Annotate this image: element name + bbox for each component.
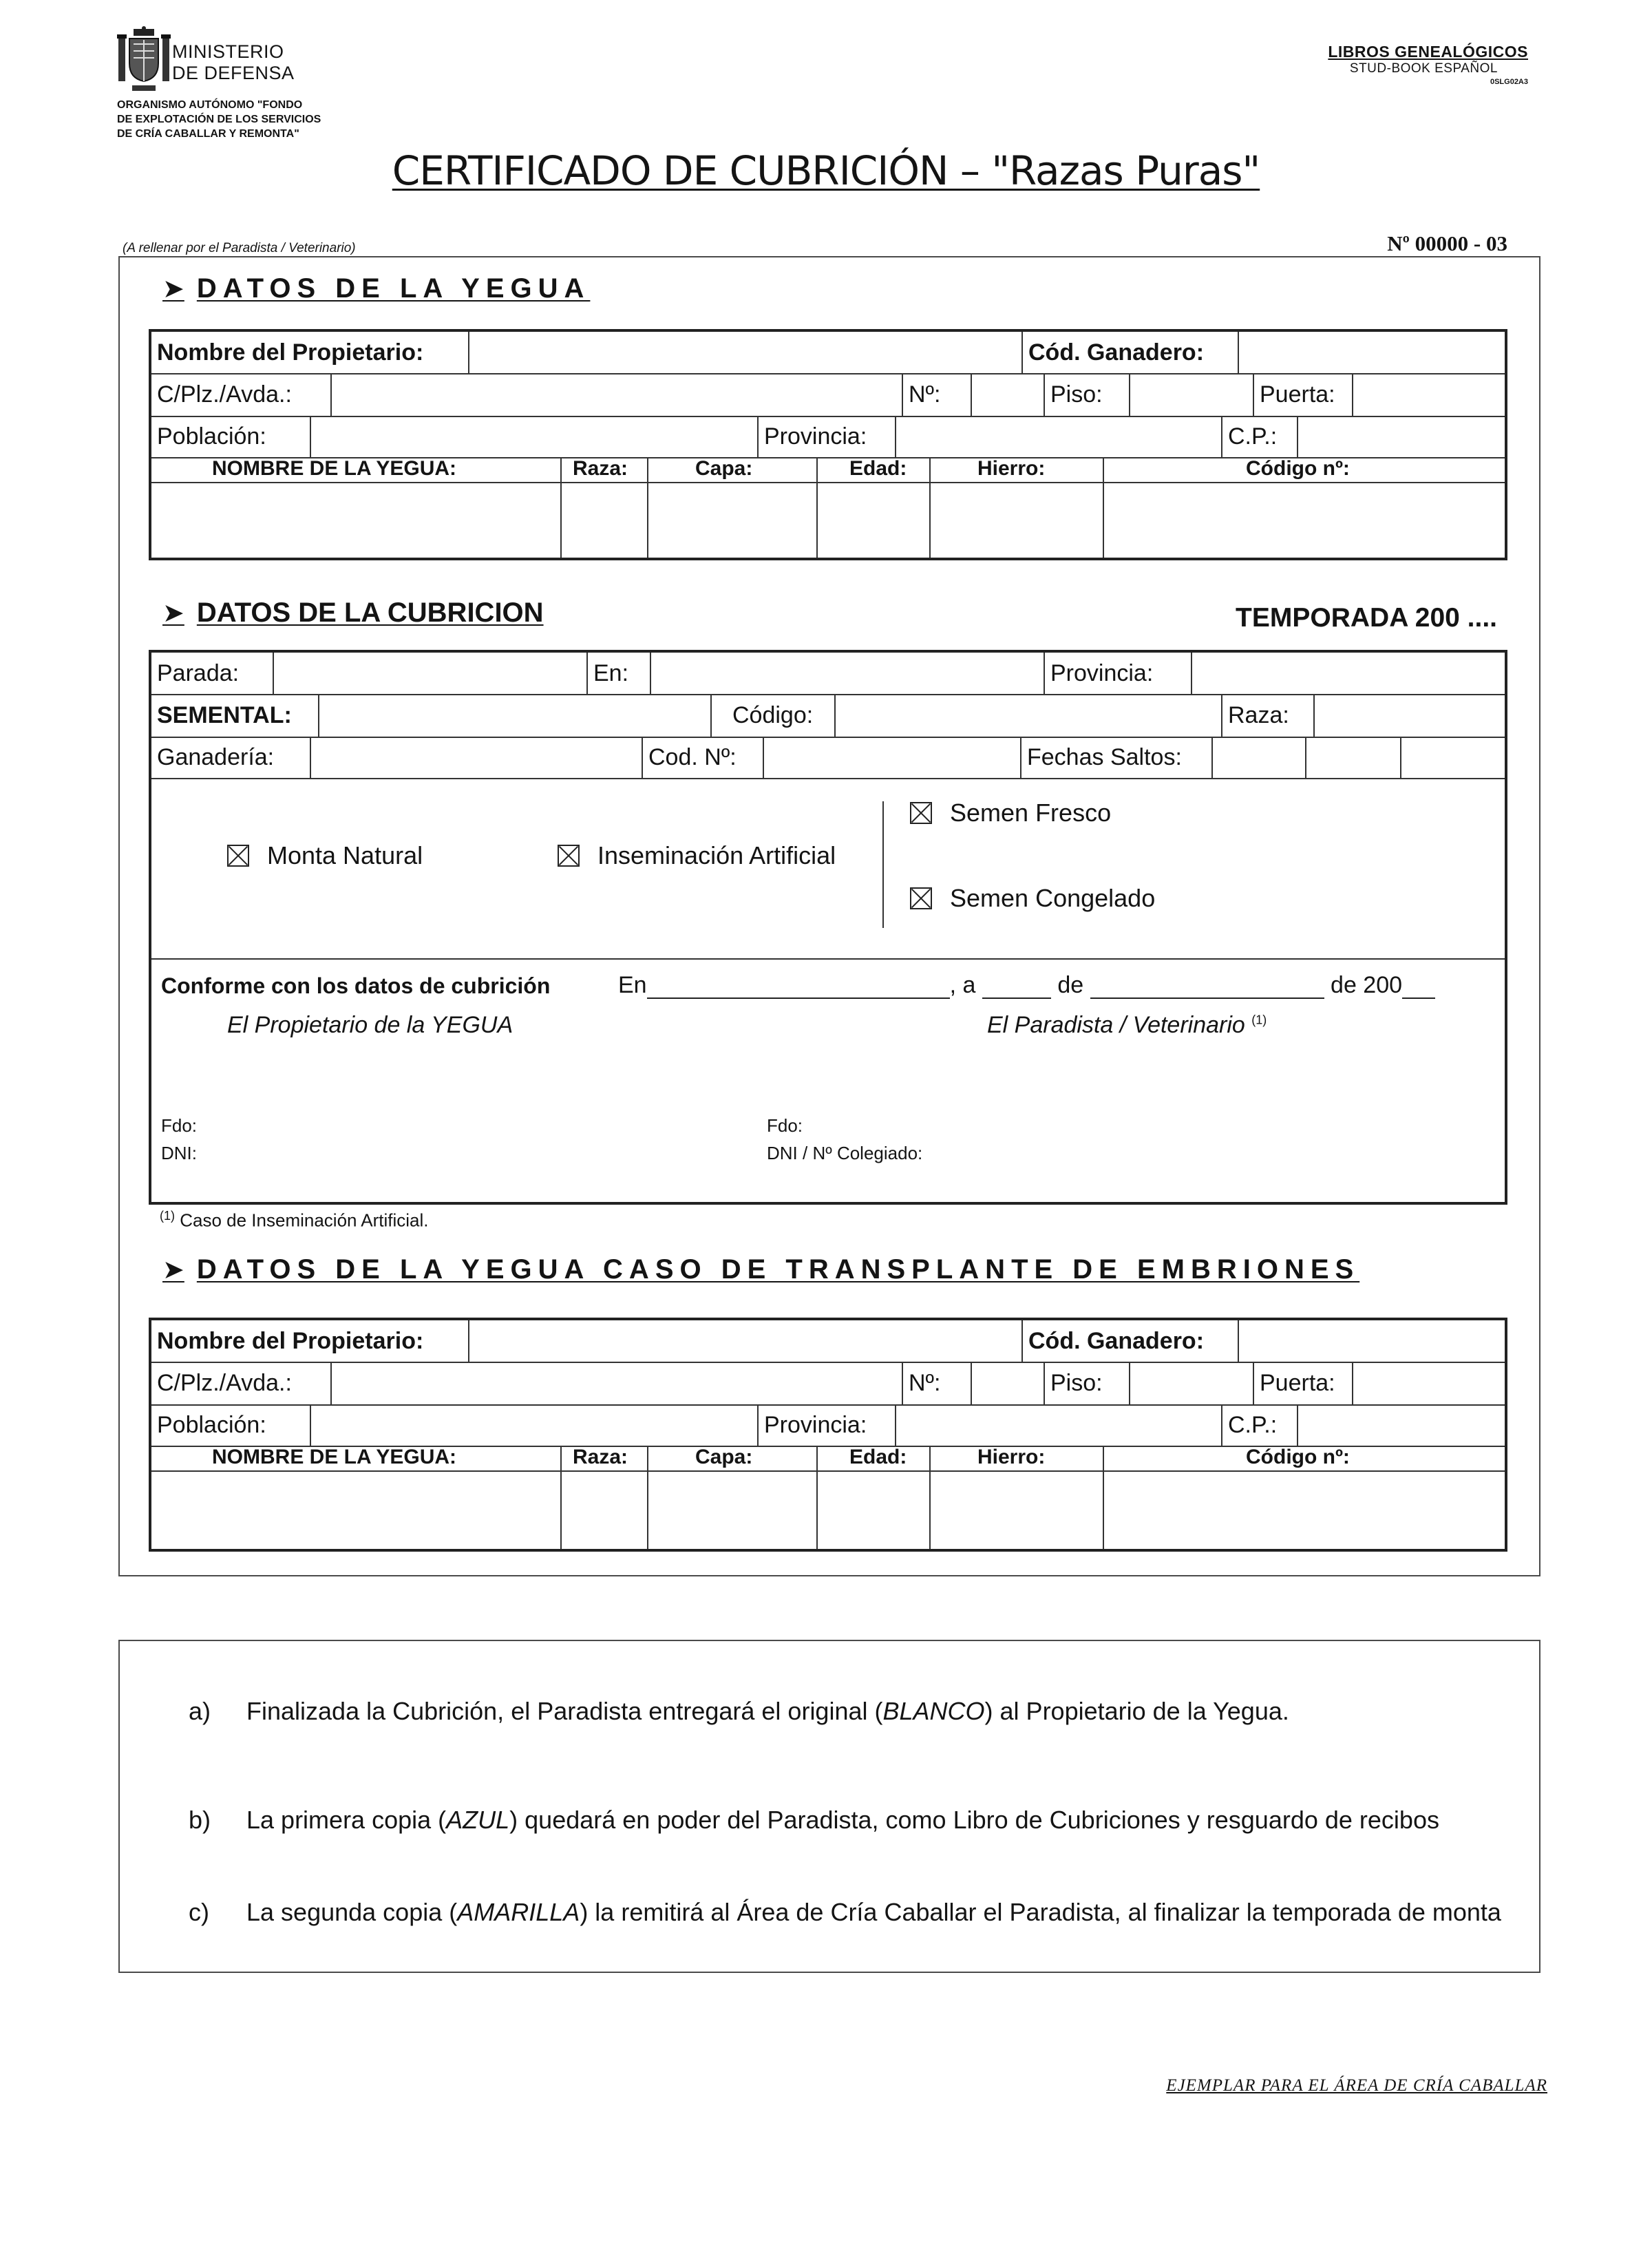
label-puerta-t: Puerta: — [1260, 1369, 1335, 1396]
section-title-transplante: ➤ DATOS DE LA YEGUA CASO DE TRANSPLANTE DE EMBRIONES — [162, 1254, 1360, 1285]
org-line1: ORGANISMO AUTÓNOMO "FONDO — [117, 99, 303, 111]
label-puerta: Puerta: — [1260, 381, 1335, 408]
input-lugar[interactable] — [647, 971, 950, 999]
fill-instruction: (A rellenar por el Paradista / Veterinario) — [123, 241, 356, 255]
section-title-cubricion: ➤ DATOS DE LA CUBRICION — [162, 598, 544, 628]
label-codigo-semental: Código: — [732, 701, 814, 728]
row-poblacion-t — [151, 1404, 1505, 1447]
input-raza-semental[interactable] — [1315, 694, 1505, 737]
input-calle-t[interactable] — [332, 1362, 902, 1404]
label-provincia: Provincia: — [764, 423, 867, 450]
input-semental[interactable] — [319, 694, 691, 737]
row-yegua-table — [151, 457, 1505, 558]
row-propietario-t — [151, 1320, 1505, 1363]
option-semen-congelado[interactable]: Semen Congelado — [910, 884, 1155, 913]
col-codigo: Código nº: — [1246, 457, 1350, 480]
option-semen-fresco[interactable]: Semen Fresco — [910, 799, 1111, 827]
page-title: CERTIFICADO DE CUBRICIÓN – "Razas Puras" — [392, 147, 1260, 194]
row-direccion — [151, 373, 1505, 417]
libros-genealogicos: LIBROS GENEALÓGICOS — [1328, 43, 1528, 61]
option-inseminacion[interactable]: Inseminación Artificial — [558, 841, 836, 870]
label-poblacion: Población: — [157, 423, 266, 450]
label-cod-ganadero-t: Cód. Ganadero: — [1028, 1327, 1205, 1354]
col-hierro: Hierro: — [977, 457, 1046, 480]
input-provincia-t[interactable] — [896, 1404, 1221, 1446]
organism-name — [117, 98, 420, 141]
row-parada — [151, 653, 1505, 695]
yegua-grid — [149, 329, 1507, 560]
row-ganaderia — [151, 737, 1505, 779]
label-piso-t: Piso: — [1050, 1369, 1103, 1396]
label-fechas-saltos: Fechas Saltos: — [1027, 743, 1182, 770]
input-cod-ganadero[interactable] — [1239, 332, 1505, 373]
ministry-line1: MINISTERIO — [172, 41, 284, 62]
ministry-name — [172, 41, 295, 84]
libros-block — [1328, 43, 1528, 86]
label-propietario-yegua: El Propietario de la YEGUA — [227, 1012, 513, 1038]
input-piso-t[interactable] — [1130, 1362, 1253, 1404]
label-fdo-paradista: Fdo: — [767, 1115, 803, 1136]
label-cod-n: Cod. Nº: — [648, 743, 737, 770]
label-dni-paradista: DNI / Nº Colegiado: — [767, 1143, 923, 1163]
input-puerta[interactable] — [1353, 373, 1505, 416]
input-edad-t[interactable] — [818, 1472, 929, 1549]
input-codigo-semental[interactable] — [836, 694, 1221, 737]
input-cp[interactable] — [1298, 416, 1505, 457]
input-ganaderia[interactable] — [311, 737, 646, 778]
label-en: En: — [593, 659, 629, 686]
input-capa-t[interactable] — [648, 1472, 816, 1549]
col-edad: Edad: — [849, 457, 907, 480]
col-codigo-t: Código nº: — [1246, 1446, 1350, 1468]
checkbox-checked-icon[interactable] — [910, 802, 932, 824]
row-yegua-table-t — [151, 1446, 1505, 1549]
instructions-box: a) Finalizada la Cubrición, el Paradista entregará el original (BLANCO) al Propietario de la Yegua. b) La primera copia (AZUL) quedará en poder del Paradista, como Libro de Cubriciones y resguardo de recibos c) La segunda copia (AMARILLA) la remitirá al Área de Cría Caballar el Paradista, al finalizar la temporada de monta — [118, 1640, 1540, 1973]
footer-copy-label: EJEMPLAR PARA EL ÁREA DE CRÍA CABALLAR — [1166, 2076, 1547, 2095]
org-line2: DE EXPLOTACIÓN DE LOS SERVICIOS — [117, 114, 321, 125]
checkbox-checked-icon[interactable] — [558, 845, 580, 867]
label-raza-semental: Raza: — [1228, 701, 1289, 728]
input-hierro[interactable] — [931, 483, 1103, 558]
certificate-number: Nº 00000 - 03 — [1387, 231, 1507, 255]
label-calle: C/Plz./Avda.: — [157, 381, 292, 408]
label-paradista: El Paradista / Veterinario $^{(1)}$ — [987, 1012, 1267, 1038]
input-raza-t[interactable] — [562, 1472, 647, 1549]
label-cod-ganadero: Cód. Ganadero: — [1028, 339, 1205, 366]
label-propietario-t: Nombre del Propietario: — [157, 1327, 424, 1354]
input-mes[interactable] — [1090, 971, 1324, 999]
temporada-label: TEMPORADA 200 .... — [1236, 603, 1497, 633]
input-hierro-t[interactable] — [931, 1472, 1103, 1549]
label-semental: SEMENTAL: — [157, 701, 292, 728]
col-nombre-yegua: NOMBRE DE LA YEGUA: — [212, 457, 457, 480]
conforme-label: Conforme con los datos de cubrición — [161, 973, 551, 998]
row-firmas — [151, 958, 1505, 1202]
input-cp-t[interactable] — [1298, 1404, 1505, 1446]
col-raza: Raza: — [573, 457, 628, 480]
label-propietario: Nombre del Propietario: — [157, 339, 424, 366]
org-line3: DE CRÍA CABALLAR Y REMONTA" — [117, 128, 299, 140]
arrow-icon: ➤ — [162, 275, 184, 304]
input-codigo[interactable] — [1104, 483, 1505, 558]
label-dni-propietario: DNI: — [161, 1143, 197, 1163]
label-cp-t: C.P.: — [1228, 1411, 1278, 1438]
row-direccion-t — [151, 1362, 1505, 1406]
input-codigo-t[interactable] — [1104, 1472, 1505, 1549]
label-ganaderia: Ganadería: — [157, 743, 275, 770]
input-piso[interactable] — [1130, 373, 1254, 416]
section-title-yegua: ➤ DATOS DE LA YEGUA — [162, 273, 591, 304]
studbook-label: STUD-BOOK ESPAÑOL — [1349, 61, 1498, 76]
col-nombre-yegua-t: NOMBRE DE LA YEGUA: — [212, 1446, 457, 1468]
input-nombre-yegua-t[interactable] — [151, 1472, 560, 1549]
input-poblacion-t[interactable] — [311, 1404, 757, 1446]
label-parada: Parada: — [157, 659, 240, 686]
cubricion-grid — [149, 650, 1507, 1205]
input-provincia[interactable] — [896, 416, 1268, 457]
col-raza-t: Raza: — [573, 1446, 628, 1468]
option-monta-natural[interactable]: Monta Natural — [227, 841, 423, 870]
checkbox-checked-icon[interactable] — [227, 845, 249, 867]
label-provincia-t: Provincia: — [764, 1411, 867, 1438]
input-fecha-salto-2[interactable] — [1306, 737, 1399, 778]
input-nombre-yegua[interactable] — [151, 483, 560, 558]
label-cp: C.P.: — [1228, 423, 1278, 450]
label-numero-t: Nº: — [909, 1369, 941, 1396]
label-calle-t: C/Plz./Avda.: — [157, 1369, 292, 1396]
label-numero: Nº: — [909, 381, 941, 408]
input-provincia-cubricion[interactable] — [1192, 653, 1505, 694]
ministry-line2: DE DEFENSA — [172, 63, 295, 83]
input-fecha-salto-1[interactable] — [1213, 737, 1302, 778]
input-puerta-t[interactable] — [1353, 1362, 1505, 1404]
label-piso: Piso: — [1050, 381, 1103, 408]
col-edad-t: Edad: — [849, 1446, 907, 1468]
col-hierro-t: Hierro: — [977, 1446, 1046, 1468]
form-code: 0SLG02A3 — [1490, 78, 1528, 86]
arrow-icon: ➤ — [162, 1256, 184, 1285]
row-poblacion — [151, 416, 1505, 458]
col-capa-t: Capa: — [695, 1446, 753, 1468]
col-capa: Capa: — [695, 457, 753, 480]
input-edad[interactable] — [818, 483, 929, 558]
input-anio[interactable] — [1402, 971, 1435, 999]
label-poblacion-t: Población: — [157, 1411, 266, 1438]
input-fecha-salto-3[interactable] — [1401, 737, 1505, 778]
input-numero-t[interactable] — [972, 1362, 1041, 1404]
input-cod-n[interactable] — [764, 737, 1004, 778]
lugar-fecha: En , a de de 200 — [618, 971, 1435, 999]
row-tipo-cubricion — [151, 778, 1505, 960]
row-semental — [151, 694, 1505, 738]
input-dia[interactable] — [982, 971, 1051, 999]
transplante-grid — [149, 1318, 1507, 1552]
checkbox-checked-icon[interactable] — [910, 887, 932, 909]
row-propietario — [151, 332, 1505, 374]
input-numero[interactable] — [972, 373, 1041, 416]
coat-of-arms-icon — [117, 26, 171, 95]
footnote: $^{(1)}$ Caso de Inseminación Artificial. — [160, 1209, 429, 1231]
label-provincia-cubricion: Provincia: — [1050, 659, 1154, 686]
label-fdo-propietario: Fdo: — [161, 1115, 198, 1136]
input-raza[interactable] — [562, 483, 647, 558]
input-capa[interactable] — [648, 483, 816, 558]
input-cod-ganadero-t[interactable] — [1239, 1320, 1505, 1362]
arrow-icon: ➤ — [162, 599, 184, 628]
